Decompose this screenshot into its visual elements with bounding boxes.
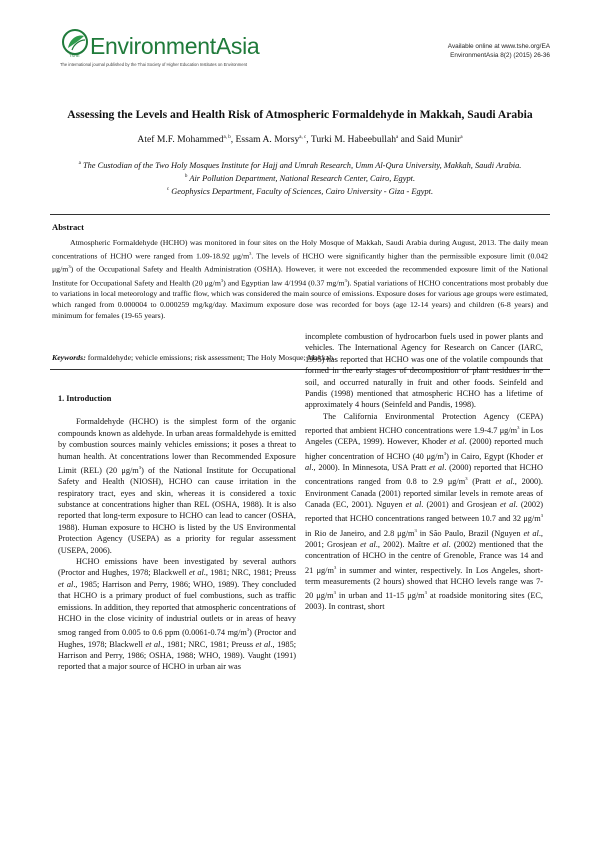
logo-text: TSHE <box>69 53 80 58</box>
author-name: Turki M. Habeebullah <box>310 134 397 145</box>
author-affil-mark: a, b <box>223 134 231 140</box>
affiliation-item <box>70 158 530 171</box>
brand-part2: Asia <box>215 33 260 59</box>
tshe-logo-icon <box>60 28 90 58</box>
author-list <box>50 134 550 145</box>
author-sep: and <box>398 134 417 145</box>
availability-link[interactable]: Available online at www.tshe.org/EA <box>447 43 550 50</box>
author-affil-mark: a <box>396 134 399 140</box>
author-affil-mark: a <box>460 134 463 140</box>
author-name: Said Munir <box>416 134 461 145</box>
affil-mark: a <box>78 161 81 166</box>
paper-title: Assessing the Levels and Health Risk of Atmospheric Formaldehyde in Makkah, Saudi Arabia <box>67 108 533 121</box>
abstract-heading: Abstract <box>52 222 84 232</box>
abstract-text: Atmospheric Formaldehyde (HCHO) was monitored in four sites on the Holy Mosque of Makkah, Saudi Arabia during August, 2013. The daily mean concentrations of HCHO were ranged from 1.09-18.92 $\mu g/m^3$. The levels of HCHO were significantly higher than the permissible exposure limit (0.042 $\mu g/m^3$) of the Occupational Safety and Health Administration (OSHA). However, it were not exceeded the recommended exposure limit of the National Institute for Occupational Safety and Health (20 $\mu g/m^3$) and Egyptian law 4/1994 (0.37 $mg/m^3$). Spatial variations of HCHO concentrations most probably due to variations in local meteorology and traffic flow, which was considered the main source of emissions. Exposure doses for various age groups were estimated, which ranged from 0.000004 to 0.000259 mg/kg/day. Maximum exposure dose was recorded for boys (age 12-14 years) and children (6-8 years) and minimum for females (19-65 years). <box>52 238 549 320</box>
journal-brand <box>90 33 259 60</box>
brand-part1: Environment <box>90 33 216 59</box>
affiliation-item <box>70 184 530 197</box>
section-heading: 1. Introduction <box>58 394 112 403</box>
affiliation-item <box>70 171 530 184</box>
journal-tagline: The international journal published by the Thai Society of Higher Education Institutes on Environment <box>60 62 248 67</box>
affil-text: Air Pollution Department, National Research Center, Cairo, Egypt. <box>189 173 416 183</box>
journal-citation: EnvironmentAsia 8(2) (2015) 26-36 <box>450 52 550 59</box>
author-sep: , <box>306 134 311 145</box>
author-name: Essam A. Morsy <box>235 134 300 145</box>
journal-header <box>60 28 550 72</box>
author-affil-mark: a, c <box>299 134 307 140</box>
affiliations <box>70 158 530 196</box>
paragraph: Formaldehyde (HCHO) is the simplest form of the organic compounds known as aldehyde. In urban areas formaldehyde is emitted by combustion sources mainly vehicles emissions; it poses a threat to human health. At concentrations lower than Recommended Exposure Limit (REL) (20 $\mu g/m^3$) of the National Institute for Occupational Safety and Health (NIOSH), HCHO can cause irritation in the respiratory tract, eyes and skin, whereas it is considered a toxic substance at concentrations higher than REL (OSHA, 1988). It is also reported that long-term exposure to HCHO can lead to cancer (OSHA, 1988). Human exposure to HCHO is listed by the US Environmental Protection Agency (USEPA) as a priority for regular assessment (USEPA, 2006). <box>58 417 296 555</box>
divider <box>50 214 550 215</box>
paragraph: The California Environmental Protection Agency (CEPA) reported that ambient HCHO concentrations were 1.9-4.7 $\mu g/m^3$ in Los Angeles (CEPA, 1999). However, Khoder et al. (2000) reported much higher concentration of HCHO (40 $\mu g/m^3$) in Cairo, Egypt (Khoder et al., 2000). In Minnesota, USA Pratt et al. (2000) reported that HCHO concentrations ranged from 0.8 to 2.9 $\mu g/m^3$ (Pratt et al., 2000). Environment Canada (2001) reported similar levels in remote areas of Canada (EC, 2001). Nguyen et al. (2001) and Grosjean et al. (2002) reported that HCHO concentrations ranged between 10.7 and 32 $\mu g/m^3$ in Rio de Janeiro, and 2.8 $\mu g/m^3$ in São Paulo, Brazil (Nguyen et al., 2001; Grosjean et al., 2002). Maître et al. (2002) mentioned that the concentration of HCHO in the centre of Grenoble, France was 14 and 21 $\mu g/m^3$ in summer and winter, respectively. In Los Angeles, short-term measurements (2 hours) showed that HCHO levels range was 7-20 $\mu g/m^3$ in urban and 11-15 $\mu g/m^3$ at roadside monitoring sites (EC, 2003). In contrast, short <box>305 411 544 612</box>
keywords-list: formaldehyde; vehicle emissions; risk assessment; The Holy Mosque; Makkah. <box>85 353 336 362</box>
affil-mark: b <box>184 173 188 179</box>
body-column-left <box>58 393 296 673</box>
paragraph: incomplete combustion of hydrocarbon fuels used in power plants and vehicles. The International Agency for Research on Cancer (IARC, 1995) has reported that HCHO was one of the volatile compounds that formed in the early stages of decomposition of plant residues in the soil, and occurred naturally in fruit and other foods. Seinfeld and Pandis (1998) mentioned that atmospheric HCHO has a lifetime of approximately 4 hours (Seinfeld and Pandis, 1998). <box>305 332 543 410</box>
paragraph: HCHO emissions have been investigated by several authors (Proctor and Hughes, 1978; Blackwell et al., 1981; NRC, 1981; Preuss et al., 1985; Harrison and Perry, 1986; WHO, 1989). They concluded that HCHO is a primary product of fuel combustions, such as traffic emissions. In addition, they reported that atmospheric concentrations of HCHO in the close vicinity of industrial outlets or in areas of heavy smog ranged from 0.005 to 0.6 ppm (0.0061-0.74 $mg/m^3$) (Proctor and Hughes, 1978; Blackwell et al., 1981; NRC, 1981; Preuss et al., 1985; Harrison and Perry, 1986; OSHA, 1988; WHO, 1989). Vaught (1991) reported that a major source of HCHO in urban air was <box>58 557 297 672</box>
keywords-label: Keywords: <box>52 353 86 362</box>
affil-mark: c <box>166 186 170 192</box>
author-sep: , <box>230 134 236 145</box>
citation-block <box>448 42 550 60</box>
body-column-right <box>305 331 543 613</box>
affil-text: Geophysics Department, Faculty of Sciences, Cairo University - Giza - Egypt. <box>171 186 434 196</box>
affil-text: The Custodian of the Two Holy Mosques Institute for Hajj and Umrah Research, Umm Al-Qura University, Makkah, Saudi Arabia. <box>82 160 522 170</box>
author-name: Atef M.F. Mohammed <box>137 134 224 145</box>
